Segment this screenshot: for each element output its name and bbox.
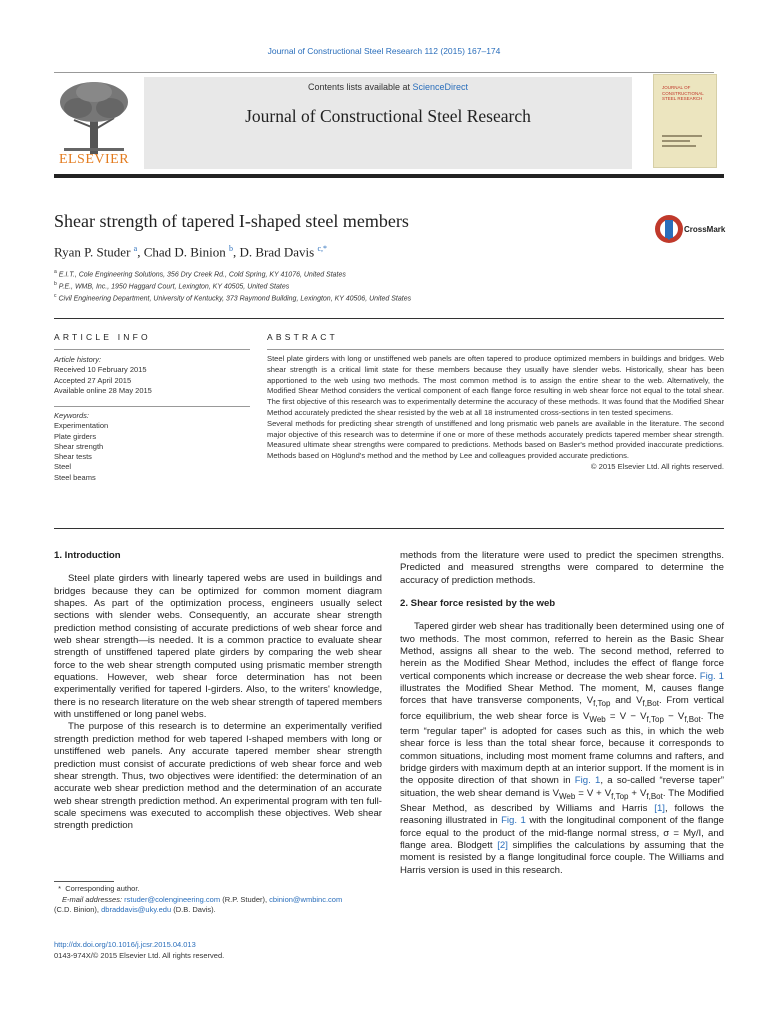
abstract-paragraph: Steel plate girders with long or unstiffened web panels are often tapered to produce optimized members in buildings and bridges. Web shear strength is a critical limit state for these members because they usually have slender webs. Historically, shear has been apportioned to the web using two methods. The most common method is to assign the entire shear to the web. Alternatively, the Modified Shear Method considers the vertical component of each flange force resulting in web shear force not equal to the total shear. The first objective of this research was to experimentally determine the accuracy of these methods. It was found that the Modified Shear Method accurately predicted the shear resisted by the web at all 18 instrumented cross-sections in ten tested specimens. [267, 354, 724, 417]
reference-link[interactable]: [1] [654, 802, 665, 814]
sciencedirect-link[interactable]: ScienceDirect [412, 82, 469, 92]
running-head[interactable]: Journal of Constructional Steel Research 112 (2015) 167–174 [267, 46, 501, 56]
copyright: © 2015 Elsevier Ltd. All rights reserved. [590, 461, 724, 471]
article-history [54, 355, 250, 396]
header-thick-rule [54, 174, 724, 178]
author-list: Ryan P. Studer $^a$, Chad D. Binion $^b$, D. Brad Davis $^{c,*}$ [54, 244, 328, 260]
cover-title: JOURNAL OF CONSTRUCTIONAL STEEL RESEARCH [662, 85, 704, 101]
crossmark-icon [654, 214, 684, 244]
crossmark-label: CrossMark [684, 225, 726, 234]
abstract-body [267, 354, 724, 473]
email-link[interactable]: dbraddavis@uky.edu [101, 905, 172, 915]
doi-block [54, 940, 224, 961]
keyword: Shear strength [54, 441, 104, 451]
cover-lines [662, 135, 702, 150]
figure-link[interactable]: Fig. 1 [501, 815, 526, 827]
affiliation: $^b$ P.E., WMB, Inc., 1950 Haggard Court, Lexington, KY 40505, United States [54, 281, 290, 291]
contents-line: Contents lists available at ScienceDirect [307, 82, 469, 92]
abstract-heading: ABSTRACT [267, 332, 338, 342]
author-name[interactable]: Chad D. Binion [143, 244, 226, 260]
author-affil-marker[interactable]: c,* [317, 244, 328, 253]
keyword: Shear tests [54, 452, 92, 462]
abstract-rule [267, 349, 724, 350]
crossmark-badge[interactable] [654, 214, 734, 244]
keywords [54, 411, 250, 483]
footnote-rule [54, 881, 114, 882]
corresponding-author-note: * Corresponding author. [54, 884, 140, 893]
email-addresses: E-mail addresses: rstuder@colengineering.com (R.P. Studer), cbinion@wmbinc.com [62, 894, 343, 904]
history-label: Article history: [54, 355, 102, 364]
keywords-label: Keywords: [54, 411, 90, 420]
section-heading: 2. Shear force resisted by the web [400, 598, 556, 610]
author-affil-marker[interactable]: b [228, 244, 233, 253]
author-name[interactable]: D. Brad Davis [239, 244, 315, 260]
keyword: Experimentation [54, 421, 109, 431]
elsevier-wordmark: ELSEVIER [58, 152, 130, 167]
email-link[interactable]: cbinion@wmbinc.com [269, 894, 343, 904]
journal-cover-thumbnail[interactable] [653, 74, 717, 168]
section-rule [54, 318, 724, 319]
author-name[interactable]: Ryan P. Studer [54, 244, 131, 260]
right-column [400, 550, 724, 877]
history-online: Available online 28 May 2015 [54, 385, 152, 395]
figure-link[interactable]: Fig. 1 [574, 775, 601, 787]
top-rule [54, 72, 714, 73]
keyword: Steel beams [54, 472, 96, 482]
affiliation: $^a$ E.I.T., Cole Engineering Solutions, 356 Dry Creek Rd., Cold Spring, KY 41076, United States [54, 269, 346, 279]
email-link[interactable]: rstuder@colengineering.com [124, 894, 221, 904]
left-column [54, 550, 382, 833]
keyword: Plate girders [54, 431, 97, 441]
info-rule [54, 406, 250, 407]
doi-link[interactable]: http://dx.doi.org/10.1016/j.jcsr.2015.04.013 [54, 940, 196, 949]
section-rule [54, 528, 724, 529]
body-paragraph: methods from the literature were used to predict the specimen strengths. Predicted and measured strengths were compared to determine the accuracy of prediction methods. [400, 550, 724, 586]
history-accepted: Accepted 27 April 2015 [54, 375, 132, 385]
figure-link[interactable]: Fig. 1 [699, 670, 724, 682]
reference-link[interactable]: [2] [497, 839, 508, 851]
keyword: Steel [54, 462, 72, 472]
body-paragraph: Steel plate girders with linearly tapered webs are used in buildings and bridges because they can be optimized for common moment diagram shapes. As part of the optimization process, engineers usually select sections with slender webs. Consequently, an accurate shear strength prediction method consisting of accurate predictions of web shear force and web shear strength—is needed. It is a common practice to evaluate shear strength of unstiffened tapered plate girders by comparing the web shear force to the web shear strength computed using prismatic member strength equations. However, web shear force determination has not been experimentally verified for tapered I-girders. Also, to the writers' knowledge, there is no research literature on the web shear strength of tapered members with unstiffened or long panel webs. [54, 573, 382, 721]
article-title: Shear strength of tapered I-shaped steel members [54, 211, 409, 231]
affiliation: $^c$ Civil Engineering Department, University of Kentucky, 373 Raymond Building, Lexington, KY 40506, United States [54, 293, 412, 303]
section-heading: 1. Introduction [54, 550, 121, 561]
issn-line: 0143-974X/© 2015 Elsevier Ltd. All rights reserved. [54, 950, 225, 960]
body-paragraph: The purpose of this research is to determine an experimentally verified strength prediction method for web tapered I-shaped members with long or unstiffened web panels. Any accurate tapered member shear strength prediction must consist of accurate predictions of web shear force and web shear strength. Thus, two objectives were identified: the determination of an accurate web shear prediction method and the determination of an accurate web shear strength prediction method. An experimental program with ten full-scale specimens was executed to accomplish these objectives. Web shear strength prediction [54, 721, 382, 832]
article-info-heading: ARTICLE INFO [54, 332, 151, 342]
email-addresses-cont: (C.D. Binion), dbraddavis@uky.edu (D.B. Davis). [54, 905, 216, 915]
author-affil-marker[interactable]: a [133, 244, 138, 253]
info-rule [54, 349, 250, 350]
abstract-paragraph: Several methods for predicting shear strength of unstiffened and long prismatic web panels are available in the literature. The second major objective of this research was to determine if one or more of these methods accurately predicts tapered member shear strength. Measured ultimate shear strengths were compared to predictions. Methods based on Basler's method provided inaccurate predictions. Methods based on Höglund's method and the method by Lee and colleagues provided accurate predictions. [267, 418, 724, 461]
history-received: Received 10 February 2015 [54, 365, 147, 375]
footnote [54, 884, 384, 916]
journal-title[interactable]: Journal of Constructional Steel Research [245, 106, 531, 126]
body-paragraph: Tapered girder web shear has traditionally been determined using one of two methods. The most common, referred to herein as the Basic Shear Method, assigns all shear to the web. The second method, referred to herein as the Modified Shear Method, includes the effect of flange force vertical components which increase or decrease the web shear force. Fig. 1 illustrates the Modified Shear Method. The moment, M, causes flange forces that have transverse components, $V_{f,Top}$ and $V_{f,Bot}$. From vertical force equilibrium, the web shear force is $V_{Web} = V - V_{f,Top} - V_{f,Bot}$. The term “regular taper” is adopted for cases such as this, in which the web shear force is less than the total shear force, because it corresponds to common situations, including most moment frame columns and rafters, and bridge girders with maximum depth at an interior support. If the moment is in the opposite direction of that shown in Fig. 1, a so-called “reverse taper” situation, the web shear demand is $V_{Web} = V + V_{f,Top} + V_{f,Bot}$. The Modified Shear Method, as described by Williams and Harris [1], follows the reasoning illustrated in Fig. 1 with the longitudinal component of the flange force equal to the product of the mid-flange normal stress, σ = My/I, and flange area. Blodgett [2] simplifies the calculations by assuming that the moment is resisted by a flange longitudinal force couple. The Williams and Harris version is used in this research. [400, 621, 725, 876]
